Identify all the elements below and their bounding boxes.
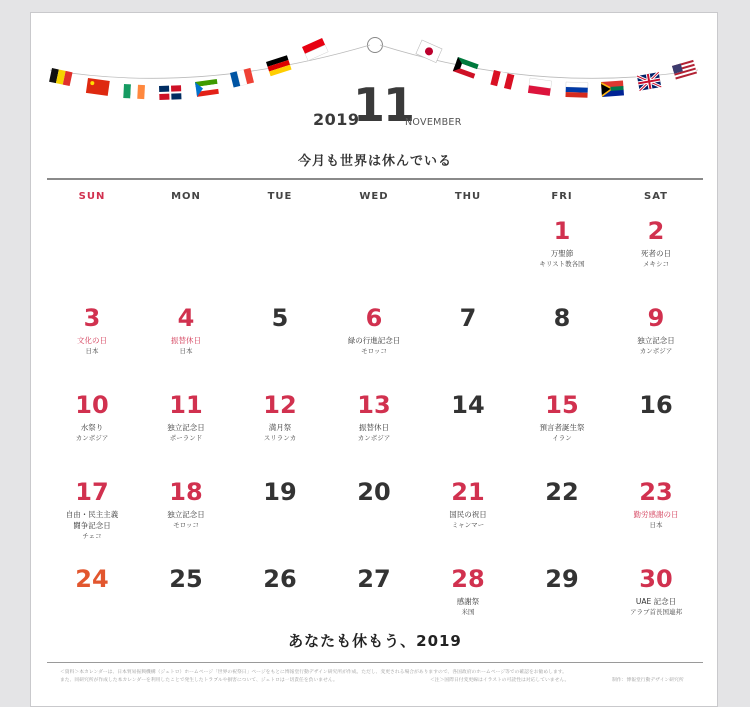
holiday-name: 水祭り	[80, 423, 104, 432]
day-number: 27	[357, 565, 391, 593]
day-cell	[233, 392, 327, 443]
holiday-country: イラン	[552, 434, 572, 442]
holiday-name: 振替休日	[171, 336, 201, 345]
holiday-name: 独立記念日	[637, 336, 675, 345]
france-flag-icon	[230, 68, 254, 88]
footer-note-1: ＜資料＞本カレンダーは、日本貿易振興機構（ジェトロ）ホームページ「世界の祝祭日」ページをもとに博報堂行動デザイン研究所が作成。ただし、変更される場合がありますので、各国政府のホームページ等での確認をお勧めします。	[60, 670, 567, 675]
day-number: 5	[271, 304, 289, 332]
day-cell	[421, 305, 515, 331]
day-number: 11	[169, 391, 203, 419]
calendar-subtitle: 今月も世界は休んでいる	[297, 154, 452, 169]
holiday-country: カンボジア	[639, 347, 673, 355]
day-number: 18	[169, 478, 203, 506]
holiday-country: ミャンマー	[451, 521, 485, 529]
day-number: 19	[263, 478, 297, 506]
day-cell	[327, 305, 421, 356]
day-cell	[609, 218, 703, 269]
holiday-country: カンボジア	[75, 434, 109, 442]
dominican-flag-icon	[159, 85, 181, 100]
day-number: 3	[83, 304, 101, 332]
footer-credit: 制作：博報堂行動デザイン研究所	[612, 678, 684, 683]
germany-flag-icon	[266, 55, 292, 76]
ireland-flag-icon	[123, 84, 145, 99]
weekday-header-mon: MON	[171, 191, 201, 202]
day-cell	[515, 566, 609, 592]
day-number: 20	[357, 478, 391, 506]
holiday-name: 感謝祭	[456, 597, 480, 606]
belgium-flag-icon	[49, 68, 72, 86]
day-cell	[45, 479, 139, 541]
day-cell	[233, 566, 327, 592]
holiday-country: 日本	[85, 347, 99, 355]
day-number: 1	[553, 217, 571, 245]
footer-note-2: また、同研究所が作成した本カレンダーを利用したことで発生したトラブルや損害について、ジェトロは一切責任を負いません。	[60, 678, 338, 683]
holiday-name: 独立記念日	[167, 423, 205, 432]
holiday-country: チェコ	[82, 532, 102, 540]
holiday-country: モロッコ	[173, 521, 199, 529]
holiday-country: スリランカ	[263, 434, 297, 442]
holiday-name: 死者の日	[641, 249, 671, 258]
header-month-number: 11	[353, 78, 414, 132]
holiday-country: 日本	[179, 347, 193, 355]
day-number: 14	[451, 391, 485, 419]
united-states-flag-icon	[672, 60, 697, 80]
russia-flag-icon	[565, 82, 588, 98]
holiday-name: 自由・民主主義	[65, 510, 119, 519]
day-cell	[515, 479, 609, 505]
holiday-country: 日本	[649, 521, 663, 529]
day-number: 22	[545, 478, 579, 506]
day-number: 13	[357, 391, 391, 419]
holiday-country: モロッコ	[361, 347, 387, 355]
holiday-name: 文化の日	[77, 336, 107, 345]
kuwait-flag-icon	[453, 57, 479, 79]
day-cell	[233, 305, 327, 331]
day-cell	[421, 566, 515, 617]
day-number: 28	[451, 565, 485, 593]
day-cell	[609, 479, 703, 530]
holiday-name: 預言者誕生祭	[539, 423, 585, 432]
header-year: 2019	[313, 110, 360, 129]
holiday-country: メキシコ	[643, 260, 669, 268]
day-cell	[421, 392, 515, 418]
peru-flag-icon	[490, 70, 514, 90]
day-number: 25	[169, 565, 203, 593]
weekday-header-sat: SAT	[644, 191, 668, 202]
day-cell	[515, 305, 609, 331]
day-number: 7	[459, 304, 477, 332]
weekday-header-wed: WED	[359, 191, 389, 202]
header-month-name: NOVEMBER	[405, 117, 462, 128]
holiday-name: 万聖節	[550, 249, 574, 258]
day-cell	[609, 392, 703, 418]
day-cell	[515, 392, 609, 443]
poland-flag-icon	[528, 78, 552, 96]
day-number: 10	[75, 391, 109, 419]
united-kingdom-flag-icon	[637, 72, 661, 91]
day-cell	[45, 566, 139, 592]
day-number: 26	[263, 565, 297, 593]
holiday-name: UAE 記念日	[635, 597, 677, 606]
holiday-country: ポーランド	[169, 434, 203, 442]
china-flag-icon	[86, 78, 110, 96]
day-cell	[139, 305, 233, 356]
day-cell	[327, 566, 421, 592]
holiday-name: 勤労感謝の日	[633, 510, 679, 519]
day-cell	[327, 392, 421, 443]
holiday-country: アラブ首長国連邦	[630, 608, 682, 616]
day-cell	[139, 479, 233, 530]
holiday-name-line2: 闘争記念日	[73, 521, 111, 530]
weekday-header-thu: THU	[454, 191, 482, 202]
footer-note-3: ＜注＞国際日付変更線はイラストの可読性は対応していません。	[430, 678, 570, 683]
holiday-country: カンボジア	[357, 434, 391, 442]
day-number: 2	[647, 217, 665, 245]
day-number: 9	[647, 304, 665, 332]
holiday-country: 米国	[461, 608, 475, 616]
day-number: 23	[639, 478, 673, 506]
holiday-name: 満月祭	[268, 423, 292, 432]
south-africa-flag-icon	[601, 80, 624, 96]
day-cell	[609, 305, 703, 356]
day-number: 4	[177, 304, 195, 332]
day-cell	[233, 479, 327, 505]
day-cell	[45, 305, 139, 356]
calendar-slogan: あなたも休もう、2019	[288, 632, 462, 650]
day-number: 8	[553, 304, 571, 332]
weekday-header-tue: TUE	[267, 191, 293, 202]
day-number: 15	[545, 391, 579, 419]
day-number: 24	[75, 565, 109, 593]
day-cell	[421, 479, 515, 530]
day-number: 16	[639, 391, 673, 419]
holiday-country: キリスト教各国	[539, 260, 585, 268]
footer-divider	[47, 662, 703, 663]
japan-flag-icon	[416, 40, 442, 63]
holiday-name: 振替休日	[359, 423, 389, 432]
weekday-header-fri: FRI	[551, 191, 573, 202]
day-number: 21	[451, 478, 485, 506]
equatorial-guinea-flag-icon	[195, 79, 219, 97]
weekday-header-sun: SUN	[78, 191, 106, 202]
holiday-name: 緑の行進記念日	[347, 336, 401, 345]
day-number: 6	[365, 304, 383, 332]
holiday-name: 国民の祝日	[449, 510, 487, 519]
holiday-name: 独立記念日	[167, 510, 205, 519]
day-cell	[327, 479, 421, 505]
day-number: 17	[75, 478, 109, 506]
header-divider	[47, 178, 703, 180]
day-cell	[45, 392, 139, 443]
day-cell	[515, 218, 609, 269]
day-cell	[139, 566, 233, 592]
day-number: 12	[263, 391, 297, 419]
day-number: 30	[639, 565, 673, 593]
day-number: 29	[545, 565, 579, 593]
day-cell	[609, 566, 703, 617]
day-cell	[139, 392, 233, 443]
